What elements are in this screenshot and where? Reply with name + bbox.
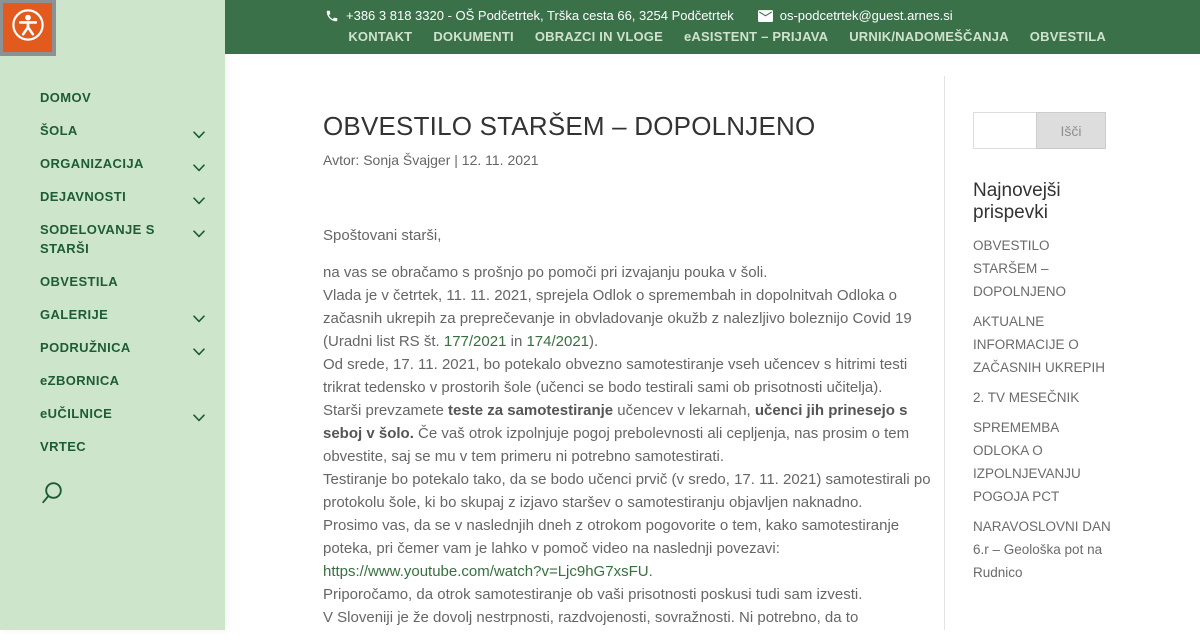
contact-info: [325, 8, 953, 23]
sidebar-item-label: eUČILNICE: [40, 406, 113, 421]
sidebar-item-label: OBVESTILA: [40, 274, 118, 289]
chevron-down-icon: [193, 309, 205, 328]
accessibility-person-icon: [11, 8, 45, 47]
search-submit-button[interactable]: Išči: [1036, 112, 1106, 149]
chevron-down-icon: [193, 125, 205, 144]
uradni-list-174-link[interactable]: 174/2021: [526, 332, 590, 350]
topnav-obvestila[interactable]: OBVESTILA: [1029, 29, 1106, 44]
body-bold-text: teste za samotestiranje: [448, 401, 614, 419]
search-icon[interactable]: [40, 481, 64, 507]
sidebar-item-podruznica[interactable]: [40, 338, 205, 357]
page-title: OBVESTILO STARŠEM – DOPOLNJENO: [323, 111, 816, 141]
body-text: Če vaš otrok izpolnjuje pogoj prebolevnosti ali cepljenja, nas prosim o tem obvestite, saj se mu v tem primeru ni potrebno samotestirati.: [323, 424, 910, 465]
accessibility-widget-frame: [0, 0, 56, 56]
sidebar-item-organizacija[interactable]: [40, 154, 205, 173]
body-text: Vlada je v četrtek, 11. 11. 2021, sprejela Odlok o spremembah in dopolnitvah Odloka o začasnih ukrepih za preprečevanje in obvladovanje okužb z nalezljivo boleznijo Covid 19 (Uradni list RS št.: [323, 286, 912, 350]
greeting-paragraph: Spoštovani starši,: [323, 226, 442, 244]
sidebar-item-label: SODELOVANJE S STARŠI: [40, 222, 155, 256]
sidebar-item-label: GALERIJE: [40, 307, 109, 322]
recent-post-link[interactable]: SPREMEMBA ODLOKA O IZPOLNJEVANJU POGOJA PCT: [973, 420, 1081, 504]
chevron-down-icon: [193, 224, 205, 243]
sidebar-item-sodelovanje-s-starsi[interactable]: [40, 220, 205, 258]
sidebar-item-galerije[interactable]: [40, 305, 205, 324]
sidebar-item-label: PODRUŽNICA: [40, 340, 131, 355]
top-navigation: [348, 29, 1106, 44]
topnav-kontakt[interactable]: KONTAKT: [348, 29, 413, 44]
sidebar-item-obvestila[interactable]: [40, 272, 205, 291]
top-header-bar: [225, 0, 1200, 54]
sidebar-item-sola[interactable]: [40, 121, 205, 140]
body-text: .: [648, 562, 653, 580]
sidebar-item-domov[interactable]: [40, 88, 205, 107]
body-text: Prosimo vas, da se v naslednjih dneh z otrokom pogovorite o tem, kako samotestiranje poteka, pri čemer vam je lahko v pomoč video na naslednji povezavi:: [323, 516, 900, 557]
topnav-easistent-prijava[interactable]: eASISTENT – PRIJAVA: [684, 29, 829, 44]
sidebar-item-ezbornica[interactable]: [40, 371, 205, 390]
post-body: [323, 224, 935, 629]
topnav-urnik-nadomescanja[interactable]: URNIK/NADOMEŠČANJA: [849, 29, 1009, 44]
list-item: [973, 234, 1113, 303]
phone-icon: [325, 9, 339, 23]
list-item: [973, 416, 1113, 508]
chevron-down-icon: [193, 408, 205, 427]
youtube-video-link[interactable]: https://www.youtube.com/watch?v=Ljc9hG7xsFU: [323, 562, 649, 580]
body-text: in: [506, 332, 527, 350]
search-widget: [973, 112, 1106, 149]
sidebar-item-label: eZBORNICA: [40, 373, 120, 388]
sidebar-item-label: ORGANIZACIJA: [40, 156, 144, 171]
topnav-dokumenti[interactable]: DOKUMENTI: [433, 29, 514, 44]
content-sidebar-divider: [944, 76, 945, 630]
sidebar-item-label: DEJAVNOSTI: [40, 189, 127, 204]
search-input[interactable]: [973, 112, 1036, 149]
sidebar-item-eucilnice[interactable]: [40, 404, 205, 423]
email-link[interactable]: os-podcetrtek@guest.arnes.si: [779, 8, 953, 23]
body-text: Testiranje bo potekalo tako, da se bodo učenci prvič (v sredo, 17. 11. 2021) samotestirali po protokolu šole, ki bo skupaj z izjavo staršev o samotestiranju objavljen naknadno.: [323, 470, 931, 511]
body-text: Priporočamo, da otrok samotestiranje ob vaši prisotnosti poskusi tudi sam izvesti.: [323, 585, 863, 603]
recent-post-link[interactable]: OBVESTILO STARŠEM – DOPOLNJENO: [973, 238, 1067, 299]
body-paragraph: [323, 261, 935, 629]
sidebar-item-label: VRTEC: [40, 439, 87, 454]
recent-post-link[interactable]: AKTUALNE INFORMACIJE O ZAČASNIH UKREPIH: [973, 314, 1106, 375]
body-text: Od srede, 17. 11. 2021, bo potekalo obvezno samotestiranje vseh učencev s hitrimi testi trikrat tedensko v prostorih šole (učenci se bodo testirali sami ob prisotnosti učitelja).: [323, 355, 908, 396]
post-article: [323, 110, 935, 643]
accessibility-button[interactable]: [3, 3, 52, 52]
post-meta-byline: Avtor: Sonja Švajger | 12. 11. 2021: [323, 151, 539, 168]
body-text: učencev v lekarnah,: [613, 401, 755, 419]
uradni-list-177-link[interactable]: 177/2021: [443, 332, 507, 350]
sidebar-item-label: DOMOV: [40, 90, 92, 105]
body-text: na vas se obračamo s prošnjo po pomoči pri izvajanju pouka v šoli.: [323, 263, 768, 281]
topnav-obrazci-in-vloge[interactable]: OBRAZCI IN VLOGE: [534, 29, 663, 44]
recent-post-link[interactable]: 2. TV MESEČNIK: [973, 390, 1080, 405]
left-sidebar: [0, 0, 225, 630]
chevron-down-icon: [193, 158, 205, 177]
main-menu: [40, 88, 205, 470]
body-bold-text: učenci jih prinesejo s seboj v šolo.: [323, 401, 908, 442]
body-text: ).: [589, 332, 599, 350]
chevron-down-icon: [193, 191, 205, 210]
body-text: V Sloveniji je že dovolj nestrpnosti, razdvojenosti, sovražnosti. Ni potrebno, da to: [323, 608, 859, 626]
sidebar-item-label: ŠOLA: [40, 123, 78, 138]
list-item: [973, 515, 1113, 584]
recent-posts-list: [973, 234, 1113, 584]
sidebar-item-dejavnosti[interactable]: [40, 187, 205, 206]
recent-post-link[interactable]: NARAVOSLOVNI DAN 6.r – Geološka pot na Rudnico: [973, 519, 1111, 580]
list-item: [973, 310, 1113, 379]
right-sidebar: [973, 112, 1113, 591]
body-text: Starši prevzamete: [323, 401, 449, 419]
list-item: [973, 386, 1113, 409]
phone-address-text: +386 3 818 3320 - OŠ Podčetrtek, Trška cesta 66, 3254 Podčetrtek: [346, 8, 734, 23]
sidebar-item-vrtec[interactable]: [40, 437, 205, 456]
recent-posts-title: Najnovejši prispevki: [973, 180, 1061, 223]
email-icon: [758, 10, 773, 22]
chevron-down-icon: [193, 342, 205, 361]
